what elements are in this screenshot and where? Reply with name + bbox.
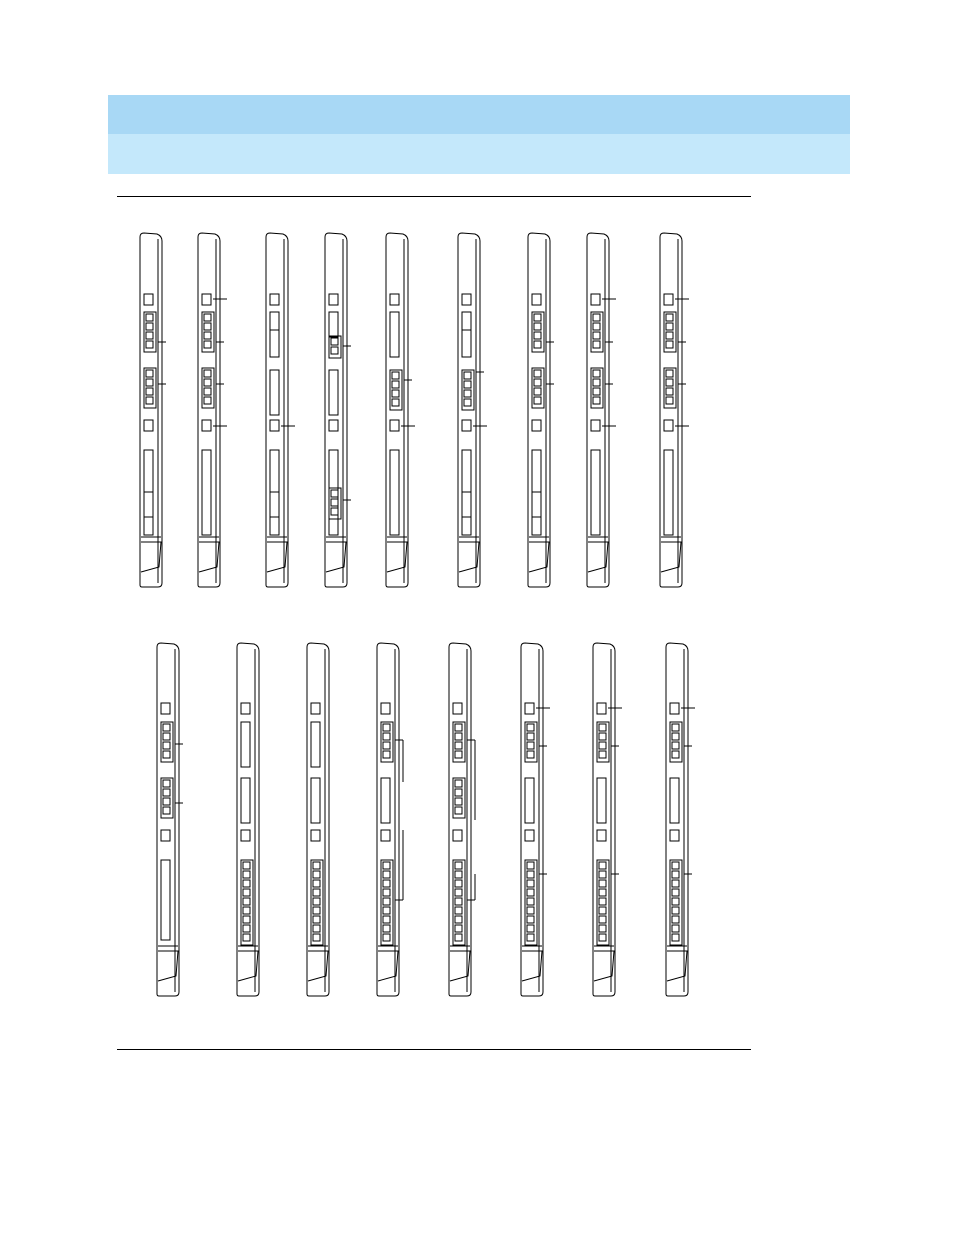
connector-jack (534, 332, 541, 339)
connector-jack (527, 862, 534, 869)
connector-jack (599, 889, 606, 896)
connector-jack (527, 724, 534, 731)
faceplate-outline (528, 233, 550, 587)
connector-jack (204, 314, 211, 321)
connector-jack (163, 724, 170, 731)
connector-jack (146, 397, 153, 404)
connector-jack (527, 733, 534, 740)
panel-slot (329, 370, 338, 415)
panel-slot (462, 312, 471, 357)
connector-jack (455, 925, 462, 932)
connector-jack (146, 370, 153, 377)
panel-slot (664, 450, 673, 535)
connector-jack (313, 871, 320, 878)
connector-jack (455, 889, 462, 896)
connector-jack (599, 724, 606, 731)
led-window (144, 294, 153, 305)
panel-slot (390, 450, 399, 535)
connector-jack (599, 862, 606, 869)
led-window (597, 830, 606, 841)
led-window (462, 420, 471, 431)
connector-jack (464, 399, 471, 406)
led-window (270, 294, 279, 305)
connector-jack (527, 889, 534, 896)
connector-jack (593, 397, 600, 404)
led-window (161, 830, 170, 841)
connector-jack (666, 341, 673, 348)
faceplate-N (449, 643, 475, 996)
faceplate-M (377, 643, 403, 996)
connector-jack (455, 898, 462, 905)
connector-jack (331, 338, 338, 345)
panel-slot (390, 312, 399, 357)
connector-jack (243, 898, 250, 905)
connector-jack (163, 733, 170, 740)
connector-jack (599, 751, 606, 758)
connector-jack (243, 907, 250, 914)
connector-jack (383, 925, 390, 932)
connector-jack (599, 898, 606, 905)
led-window (462, 294, 471, 305)
led-window (670, 830, 679, 841)
connector-jack (672, 742, 679, 749)
faceplate-outline (325, 233, 347, 587)
faceplate-E (386, 233, 415, 587)
connector-jack (455, 871, 462, 878)
connector-jack (331, 347, 338, 354)
connector-jack (313, 934, 320, 941)
led-window (381, 830, 390, 841)
connector-jack (527, 898, 534, 905)
faceplate-outline (587, 233, 609, 587)
faceplate-outline (140, 233, 162, 587)
faceplate-outline (198, 233, 220, 587)
connector-jack (455, 733, 462, 740)
panel-slot (381, 778, 390, 823)
connector-jack (313, 898, 320, 905)
connector-jack (672, 871, 679, 878)
connector-jack (599, 934, 606, 941)
connector-jack (593, 370, 600, 377)
connector-jack (534, 370, 541, 377)
led-window (390, 294, 399, 305)
connector-jack (593, 341, 600, 348)
connector-jack (672, 724, 679, 731)
led-window (202, 420, 211, 431)
connector-jack (146, 388, 153, 395)
connector-jack (455, 880, 462, 887)
led-window (241, 830, 250, 841)
led-window (311, 703, 320, 714)
connector-jack (534, 379, 541, 386)
faceplate-C (266, 233, 295, 587)
faceplate-outline (521, 643, 543, 996)
connector-jack (672, 862, 679, 869)
connector-jack (331, 508, 338, 515)
connector-jack (146, 341, 153, 348)
faceplate-outline (593, 643, 615, 996)
connector-jack (534, 314, 541, 321)
panel-slot (329, 450, 338, 535)
connector-jack (146, 379, 153, 386)
faceplate-J (157, 643, 183, 996)
faceplate-outline (666, 643, 688, 996)
connector-jack (599, 925, 606, 932)
connector-jack (527, 925, 534, 932)
led-window (381, 703, 390, 714)
connector-jack (392, 399, 399, 406)
led-window (329, 294, 338, 305)
connector-jack (672, 916, 679, 923)
connector-jack (534, 323, 541, 330)
connector-jack (146, 314, 153, 321)
faceplate-row-1 (140, 233, 689, 587)
panel-slot (202, 450, 211, 535)
led-window (597, 703, 606, 714)
connector-jack (527, 907, 534, 914)
led-window (532, 420, 541, 431)
connector-jack (243, 871, 250, 878)
connector-jack (163, 807, 170, 814)
faceplate-G (528, 233, 554, 587)
connector-jack (383, 751, 390, 758)
panel-slot (670, 778, 679, 823)
panel-slot (270, 312, 279, 357)
panel-slot (591, 450, 600, 535)
faceplate-P (593, 643, 622, 996)
connector-jack (464, 390, 471, 397)
faceplate-outline (157, 643, 179, 996)
connector-jack (599, 916, 606, 923)
panel-slot (311, 778, 320, 823)
connector-jack (666, 379, 673, 386)
connector-jack (666, 388, 673, 395)
connector-jack (455, 862, 462, 869)
connector-jack (204, 379, 211, 386)
connector-jack (599, 742, 606, 749)
connector-jack (163, 798, 170, 805)
connector-jack (204, 397, 211, 404)
connector-jack (672, 880, 679, 887)
connector-jack (527, 742, 534, 749)
led-window (670, 703, 679, 714)
connector-jack (204, 332, 211, 339)
connector-jack (392, 390, 399, 397)
panel-slot (241, 778, 250, 823)
faceplate-row-2 (157, 643, 695, 996)
connector-jack (666, 397, 673, 404)
connector-jack (527, 916, 534, 923)
connector-jack (455, 789, 462, 796)
connector-jack (383, 724, 390, 731)
connector-jack (672, 907, 679, 914)
connector-jack (243, 862, 250, 869)
faceplate-D (325, 233, 351, 587)
connector-jack (163, 780, 170, 787)
connector-jack (383, 889, 390, 896)
panel-slot (597, 778, 606, 823)
connector-jack (455, 751, 462, 758)
connector-jack (163, 751, 170, 758)
led-window (664, 420, 673, 431)
connector-jack (464, 381, 471, 388)
led-window (202, 294, 211, 305)
connector-jack (204, 341, 211, 348)
connector-jack (331, 499, 338, 506)
connector-jack (534, 388, 541, 395)
connector-jack (455, 907, 462, 914)
led-window (241, 703, 250, 714)
led-window (591, 294, 600, 305)
faceplate-I (660, 233, 689, 587)
connector-jack (599, 880, 606, 887)
led-window (664, 294, 673, 305)
connector-jack (392, 372, 399, 379)
connector-jack (383, 871, 390, 878)
connector-jack (527, 880, 534, 887)
faceplate-L (307, 643, 329, 996)
led-window (591, 420, 600, 431)
connector-jack (672, 889, 679, 896)
connector-jack (383, 916, 390, 923)
connector-jack (464, 372, 471, 379)
led-window (453, 830, 462, 841)
connector-jack (593, 379, 600, 386)
faceplate-K (237, 643, 259, 996)
led-window (453, 703, 462, 714)
connector-jack (383, 907, 390, 914)
faceplate-A (140, 233, 166, 587)
connector-jack (534, 341, 541, 348)
faceplate-outline (266, 233, 288, 587)
connector-jack (666, 323, 673, 330)
connector-jack (455, 780, 462, 787)
faceplate-outline (237, 643, 259, 996)
connector-jack (599, 871, 606, 878)
connector-jack (455, 934, 462, 941)
led-window (144, 420, 153, 431)
led-window (532, 294, 541, 305)
faceplate-B (198, 233, 227, 587)
connector-jack (455, 916, 462, 923)
connector-jack (313, 925, 320, 932)
faceplate-H (587, 233, 616, 587)
connector-jack (243, 916, 250, 923)
panel-slot (161, 860, 170, 940)
connector-jack (455, 798, 462, 805)
connector-jack (313, 907, 320, 914)
led-window (161, 703, 170, 714)
panel-slot (270, 370, 279, 415)
connector-jack (593, 314, 600, 321)
faceplate-F (458, 233, 487, 587)
connector-jack (527, 934, 534, 941)
connector-jack (163, 742, 170, 749)
connector-jack (243, 925, 250, 932)
connector-jack (455, 724, 462, 731)
connector-jack (599, 907, 606, 914)
connector-jack (593, 323, 600, 330)
connector-jack (146, 323, 153, 330)
connector-jack (672, 934, 679, 941)
led-window (329, 420, 338, 431)
connector-jack (455, 807, 462, 814)
faceplate-outline (660, 233, 682, 587)
connector-jack (331, 490, 338, 497)
connector-jack (243, 889, 250, 896)
connector-jack (666, 370, 673, 377)
led-window (525, 703, 534, 714)
led-window (390, 420, 399, 431)
connector-jack (204, 323, 211, 330)
connector-jack (666, 314, 673, 321)
connector-jack (672, 733, 679, 740)
connector-jack (146, 332, 153, 339)
connector-jack (527, 871, 534, 878)
connector-jack (392, 381, 399, 388)
connector-jack (534, 397, 541, 404)
faceplate-Q (666, 643, 695, 996)
panel-slot (311, 722, 320, 767)
connector-jack (313, 880, 320, 887)
connector-jack (383, 898, 390, 905)
faceplate-outline (449, 643, 471, 996)
connector-jack (383, 880, 390, 887)
connector-jack (593, 332, 600, 339)
connector-jack (204, 370, 211, 377)
led-window (525, 830, 534, 841)
connector-jack (666, 332, 673, 339)
connector-jack (455, 742, 462, 749)
panel-slot (525, 778, 534, 823)
faceplate-O (521, 643, 550, 996)
connector-jack (527, 751, 534, 758)
faceplate-outline (307, 643, 329, 996)
connector-jack (593, 388, 600, 395)
connector-jack (383, 742, 390, 749)
connector-jack (313, 862, 320, 869)
connector-jack (599, 733, 606, 740)
faceplate-outline (377, 643, 399, 996)
led-window (270, 420, 279, 431)
connector-jack (383, 934, 390, 941)
connector-jack (672, 925, 679, 932)
connector-jack (672, 751, 679, 758)
connector-jack (313, 889, 320, 896)
connector-jack (383, 862, 390, 869)
connector-jack (313, 916, 320, 923)
connector-jack (672, 898, 679, 905)
panel-slot (329, 312, 338, 337)
panel-slot (241, 722, 250, 767)
connector-jack (243, 880, 250, 887)
connector-jack (243, 934, 250, 941)
connector-jack (383, 733, 390, 740)
led-window (311, 830, 320, 841)
connector-jack (204, 388, 211, 395)
connector-jack (163, 789, 170, 796)
